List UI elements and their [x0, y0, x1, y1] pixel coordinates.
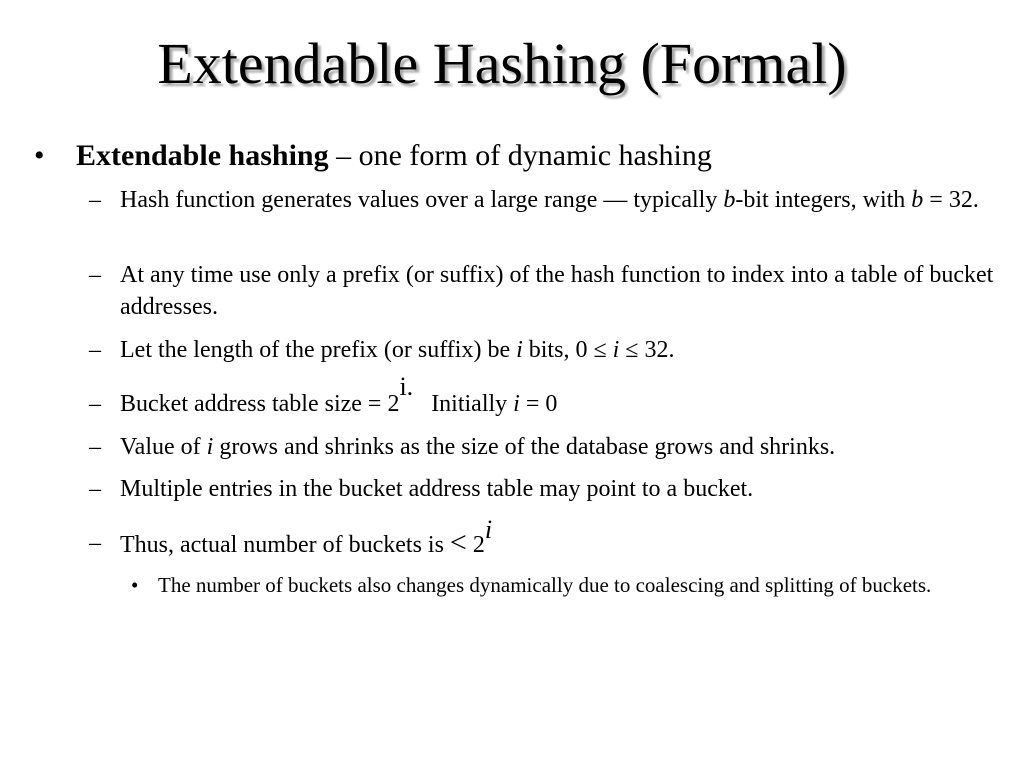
length-var-i: i [516, 337, 523, 363]
value-of-i-text-2: grows and shrinks as the size of the database grows and shrinks. [213, 434, 836, 460]
buckets-text: The number of buckets also changes dynamically due to coalescing and splitting of buckets. [158, 573, 932, 597]
length-text-2: bits, 0 ≤ [522, 337, 613, 363]
length-var-i-2: i [612, 337, 620, 363]
sub-item-prefix [89, 259, 1000, 323]
multiple-text: Multiple entries in the bucket address table may point to a bucket. [120, 476, 754, 502]
sub-sub-item-buckets [131, 570, 1008, 600]
thus-text-1: Thus, actual number of buckets is [120, 532, 450, 558]
table-size-text-3: = 0 [519, 391, 558, 417]
value-of-i-var-i: i [206, 434, 214, 460]
bullet-icon: • [131, 573, 139, 597]
main-bullet [34, 136, 712, 176]
table-size-text-2: Initially [413, 391, 514, 417]
table-size-var-i: i [513, 391, 520, 417]
slide-title: Extendable Hashing (Formal) [157, 31, 847, 96]
hash-function-var-b-2: b [911, 187, 924, 213]
sub-item-thus [89, 515, 1000, 561]
hash-function-text-2: -bit integers, with [735, 187, 912, 213]
table-size-exponent: i. [399, 372, 414, 401]
dash-icon: – [89, 262, 101, 288]
sub-item-multiple [89, 473, 1000, 505]
prefix-text: At any time use only a prefix (or suffix) of the hash function to index into a table of bucket addresses. [120, 262, 994, 320]
sub-item-table-size [89, 372, 1000, 420]
dash-icon: – [89, 391, 101, 417]
dash-icon: – [89, 434, 101, 460]
less-than-symbol: < [449, 526, 467, 559]
dash-icon: – [89, 476, 101, 502]
length-text-1: Let the length of the prefix (or suffix) be [120, 337, 517, 363]
bullet-icon: • [34, 139, 45, 172]
hash-function-text-3: = 32. [923, 187, 979, 213]
thus-text-2: 2 [466, 532, 485, 558]
dash-icon: – [89, 187, 101, 213]
value-of-i-text-1: Value of [120, 434, 207, 460]
dash-icon: – [89, 337, 101, 363]
length-text-3: ≤ 32. [619, 337, 675, 363]
sub-item-hash-function [89, 184, 1000, 216]
hash-function-text-1: Hash function generates values over a large range — typically [120, 187, 724, 213]
main-bullet-text: – one form of dynamic hashing [328, 139, 712, 172]
hash-function-var-b: b [723, 187, 736, 213]
sub-item-length [89, 334, 1000, 366]
sub-item-value-of-i [89, 431, 1000, 463]
table-size-text-1: Bucket address table size = 2 [120, 391, 400, 417]
dash-icon: – [89, 530, 101, 556]
thus-exponent: i [484, 515, 493, 544]
main-bullet-term: Extendable hashing [76, 139, 329, 172]
